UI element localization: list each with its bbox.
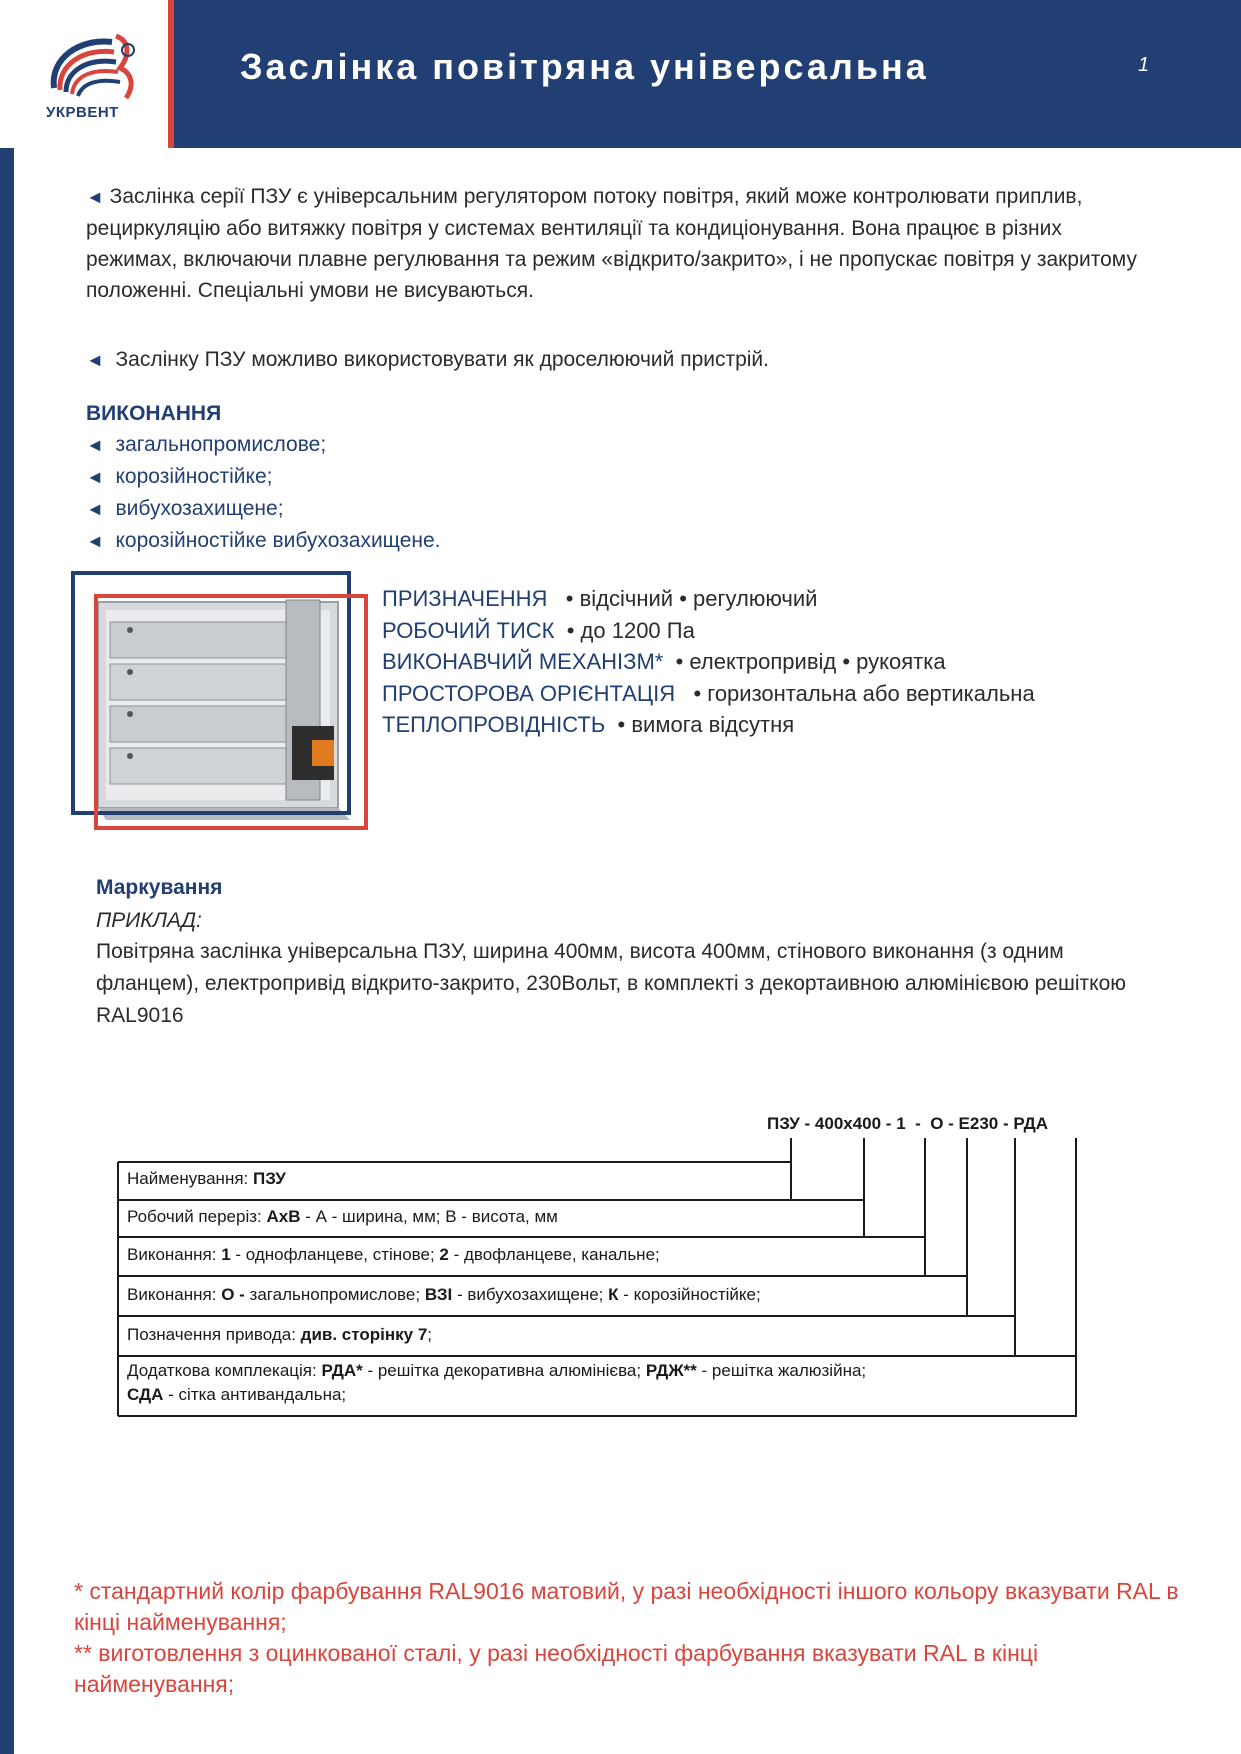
legend-row-extras: Додаткова комплекація: РДА* - решітка декоративна алюмінієва; РДЖ** - решітка жалюзійна; bbox=[127, 1361, 867, 1380]
page-number: 1 bbox=[1138, 54, 1150, 76]
page-title: Заслінка повітряна універсальна bbox=[240, 46, 929, 87]
execution-item: ◄ корозійностійке вибухозахищене. bbox=[86, 529, 441, 552]
damper-product-image bbox=[70, 570, 370, 832]
execution-heading: ВИКОНАННЯ bbox=[86, 402, 222, 425]
legend-row-actuator: Позначення привода: див. сторінку 7; bbox=[127, 1325, 433, 1344]
footnote-1: * стандартний колір фарбування RAL9016 матовий, у разі необхідності іншого кольору вказувати RAL в кінці найменування; bbox=[74, 1578, 1179, 1635]
spec-row: РОБОЧИЙ ТИСК • до 1200 Па bbox=[382, 617, 695, 643]
footnote-2: ** виготовлення з оцинкованої сталі, у разі необхідності фарбування вказувати RAL в кінці найменування; bbox=[74, 1640, 1039, 1697]
bullet-arrow-icon: ◄ bbox=[86, 499, 104, 519]
bullet-arrow-icon: ◄ bbox=[86, 467, 104, 487]
legend-row-section: Робочий переріз: АхВ - А - ширина, мм; В - висота, мм bbox=[127, 1207, 558, 1226]
example-label: ПРИКЛАД: bbox=[96, 909, 202, 932]
spec-row: ВИКОНАВЧИЙ МЕХАНІЗМ* • електропривід • рукоятка bbox=[382, 649, 946, 674]
intro-text-1: Заслінка серії ПЗУ є універсальним регулятором потоку повітря, який може контролювати приплив, рециркуляцію або витяжку повітря у системах вентиляції та кондиціонування. Вона працює в різних режимах, включаючи плавне регулювання та режим «відкрито/закрито», і не пропускає повітря у закритому положенні. Спеціальні умови не висуваються. bbox=[86, 185, 1137, 302]
spec-row: ПРИЗНАЧЕННЯ • відсічний • регулюючий bbox=[382, 586, 818, 611]
left-side-stripe bbox=[0, 148, 14, 1754]
marking-heading: Маркування bbox=[96, 876, 223, 899]
intro-paragraph-2 bbox=[86, 344, 1156, 376]
execution-item: ◄ корозійностійке; bbox=[86, 465, 273, 488]
bullet-arrow-icon: ◄ bbox=[86, 350, 104, 370]
intro-text-2: Заслінку ПЗУ можливо використовувати як дроселюючий пристрій. bbox=[115, 348, 770, 371]
execution-item: ◄ вибухозахищене; bbox=[86, 497, 284, 520]
bullet-arrow-icon: ◄ bbox=[86, 531, 104, 551]
spec-row: ТЕПЛОПРОВІДНІСТЬ • вимога відсутня bbox=[382, 712, 795, 737]
legend-row-extras-line2: СДА - сітка антивандальна; bbox=[127, 1385, 347, 1404]
bullet-arrow-icon: ◄ bbox=[86, 187, 104, 207]
specs-list bbox=[382, 583, 1035, 741]
legend-row-name: Найменування: ПЗУ bbox=[127, 1169, 286, 1188]
legend-row-execution: Виконання: О - загальнопромислове; ВЗІ - вибухозахищене; К - корозійностійке; bbox=[127, 1285, 761, 1304]
logo-text: УКРВЕНТ bbox=[46, 104, 119, 121]
example-text: Повітряна заслінка універсальна ПЗУ, ширина 400мм, висота 400мм, стінового виконання (з одним фланцем), електропривід відкрито-закрито, 230Вольт, в комплекті з декортаивною алюмінієвою решіткою RAL9016 bbox=[96, 940, 1127, 1027]
bullet-arrow-icon: ◄ bbox=[86, 435, 104, 455]
execution-item: ◄ загальнопромислове; bbox=[86, 433, 327, 456]
execution-list bbox=[86, 429, 441, 557]
spec-row: ПРОСТОРОВА ОРІЄНТАЦІЯ • горизонтальна або вертикальна bbox=[382, 680, 1035, 706]
footnotes bbox=[74, 1576, 1204, 1700]
logo-area bbox=[0, 0, 168, 148]
intro-paragraph-1 bbox=[86, 181, 1156, 306]
legend-row-flange: Виконання: 1 - однофланцеве, стінове; 2 - двофланцеве, канальне; bbox=[127, 1245, 660, 1264]
marking-code: ПЗУ - 400х400 - 1 - О - Е230 - РДА bbox=[767, 1114, 1048, 1133]
